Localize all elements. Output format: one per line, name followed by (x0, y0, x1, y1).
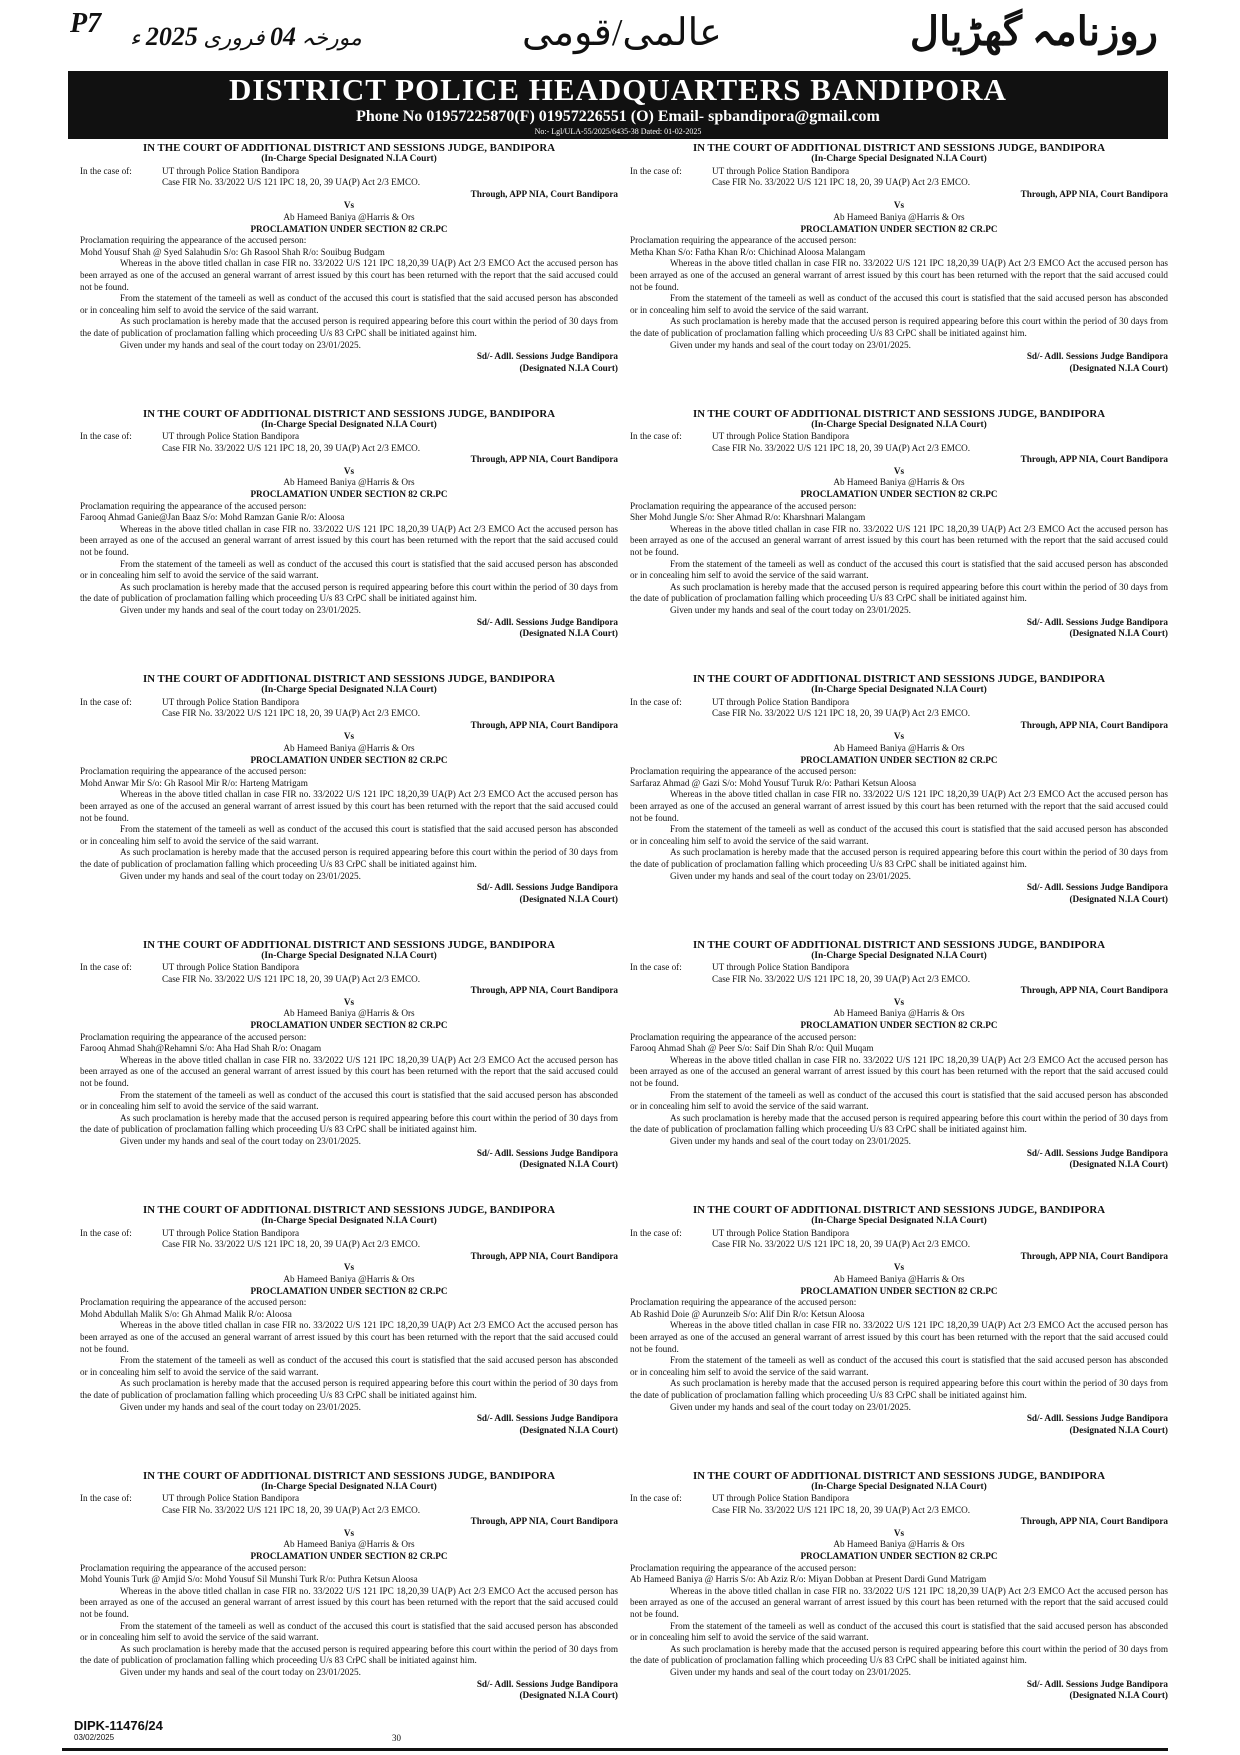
signature-designation: (Designated N.I.A Court) (1069, 628, 1168, 639)
through-line: Through, APP NIA, Court Bandipora (470, 1516, 618, 1527)
court-subtitle: (In-Charge Special Designated N.I.A Court) (811, 685, 987, 695)
statement-paragraph: From the statement of the tameeli as well as conduct of the accused this court is statisfied that the said accused person has absconded or in concealing him self to avoid the service of the said warrant. (80, 1620, 618, 1643)
signature-line: Sd/- Adll. Sessions Judge Bandipora (476, 882, 618, 893)
case-fir: Case FIR No. 33/2022 U/S 121 IPC 18, 20, 39 UA(P) Act 2/3 EMCO. (712, 1504, 971, 1515)
whereas-paragraph: Whereas in the above titled challan in case FIR no. 33/2022 U/S 121 IPC 18,20,39 UA(P) Act 2/3 EMCO Act the accused person has been arrayed as one of the accused an general warrant of arrest issued by this court has been returned with the report that the said accused could not be found. (80, 258, 618, 292)
versus: Vs (893, 465, 905, 476)
versus: Vs (893, 731, 905, 742)
court-title: IN THE COURT OF ADDITIONAL DISTRICT AND SESSIONS JUDGE, BANDIPORA (143, 142, 555, 154)
signature-designation: (Designated N.I.A Court) (519, 1159, 618, 1170)
through-line: Through, APP NIA, Court Bandipora (1020, 719, 1168, 730)
given-line: Given under my hands and seal of the court today on 23/01/2025. (670, 339, 911, 350)
banner-contact: Phone No 01957225870(F) 01957226551 (O) Email- spbandipora@gmail.com (356, 108, 880, 125)
given-line: Given under my hands and seal of the court today on 23/01/2025. (670, 605, 911, 615)
signature-line: Sd/- Adll. Sessions Judge Bandipora (476, 351, 618, 362)
proclamation-title: PROCLAMATION UNDER SECTION 82 CR.PC (250, 223, 448, 234)
proclamation-title: PROCLAMATION UNDER SECTION 82 CR.PC (250, 754, 448, 765)
case-fir: Case FIR No. 33/2022 U/S 121 IPC 18, 20, 39 UA(P) Act 2/3 EMCO. (162, 1239, 421, 1250)
case-fir: Case FIR No. 33/2022 U/S 121 IPC 18, 20, 39 UA(P) Act 2/3 EMCO. (162, 442, 421, 453)
court-subtitle: (In-Charge Special Designated N.I.A Court) (261, 685, 437, 695)
statement-paragraph: From the statement of the tameeli as well as conduct of the accused this court is statisfied that the said accused person has absconded or in concealing him self to avoid the service of the said warrant. (80, 558, 618, 581)
signature-line: Sd/- Adll. Sessions Judge Bandipora (476, 616, 618, 627)
case-party: UT through Police Station Bandipora (162, 431, 300, 442)
court-subtitle: (In-Charge Special Designated N.I.A Court) (811, 950, 987, 961)
proclamation-intro: Proclamation requiring the appearance of the accused person: (80, 500, 307, 511)
respondent: Ab Hameed Baniya @Harris & Ors (283, 1008, 415, 1019)
proclamation-notice (630, 1204, 1168, 1470)
page-number: P7 (70, 8, 102, 39)
whereas-paragraph: Whereas in the above titled challan in case FIR no. 33/2022 U/S 121 IPC 18,20,39 UA(P) Act 2/3 EMCO Act the accused person has been arrayed as one of the accused an general warrant of arrest issued by this court has been returned with the report that the said accused could not be found. (80, 523, 618, 558)
versus: Vs (343, 465, 355, 476)
date-suffix: ء (130, 25, 141, 50)
given-line: Given under my hands and seal of the court today on 23/01/2025. (670, 1401, 911, 1412)
proclamation-paragraph: As such proclamation is hereby made that the accused person is required appearing before this court within the period of 30 days from the date of publication of proclamation falling which proceeding U/s 83 CrPC shall be initiated against him. (630, 1378, 1168, 1400)
accused-person: Farooq Ahmad Shah@Rehamni S/o: Aha Had Shah R/o: Onagam (80, 1043, 322, 1054)
proclamation-intro: Proclamation requiring the appearance of the accused person: (630, 1562, 857, 1573)
court-title: IN THE COURT OF ADDITIONAL DISTRICT AND SESSIONS JUDGE, BANDIPORA (143, 1469, 555, 1482)
through-line: Through, APP NIA, Court Bandipora (470, 1250, 618, 1261)
versus: Vs (343, 200, 355, 211)
proclamation-intro: Proclamation requiring the appearance of the accused person: (80, 235, 307, 246)
case-row (80, 1228, 618, 1240)
whereas-paragraph: Whereas in the above titled challan in case FIR no. 33/2022 U/S 121 IPC 18,20,39 UA(P) Act 2/3 EMCO Act the accused person has been arrayed as one of the accused an general warrant of arrest issued by this court has been returned with the report that the said accused could not be found. (630, 523, 1168, 558)
court-subtitle: (In-Charge Special Designated N.I.A Court) (261, 950, 437, 961)
whereas-paragraph: Whereas in the above titled challan in case FIR no. 33/2022 U/S 121 IPC 18,20,39 UA(P) Act 2/3 EMCO Act the accused person has been arrayed as one of the accused an general warrant of arrest issued by this court has been returned with the report that the said accused could not be found. (80, 1320, 618, 1354)
case-party: UT through Police Station Bandipora (162, 962, 300, 973)
date-year: 2025 (145, 22, 198, 51)
case-row (80, 962, 618, 974)
banner-ref-no: No:- Lgl/ULA-55/2025/6435-38 Dated: 01-02-2025 (534, 127, 702, 136)
proclamation-paragraph: As such proclamation is hereby made that the accused person is required appearing before this court within the period of 30 days from the date of publication of proclamation falling which proceeding U/s 83 CrPC shall be initiated against him. (80, 1378, 618, 1400)
issue-date (130, 22, 362, 52)
accused-person: Metha Khan S/o: Fatha Khan R/o: Chichinad Aloosa Malangam (630, 246, 866, 257)
case-party: UT through Police Station Bandipora (712, 165, 850, 176)
respondent: Ab Hameed Baniya @Harris & Ors (833, 1273, 965, 1284)
proclamation-notice (80, 408, 618, 674)
proclamation-notice (630, 1470, 1168, 1736)
through-line: Through, APP NIA, Court Bandipora (1020, 188, 1168, 199)
case-row (80, 697, 618, 709)
signature-designation: (Designated N.I.A Court) (519, 1690, 618, 1701)
proclamation-title: PROCLAMATION UNDER SECTION 82 CR.PC (800, 489, 998, 500)
case-party: UT through Police Station Bandipora (162, 696, 300, 707)
case-label: In the case of: (630, 696, 682, 707)
case-label: In the case of: (80, 962, 132, 973)
case-label: In the case of: (630, 1493, 682, 1504)
court-subtitle: (In-Charge Special Designated N.I.A Court) (261, 1481, 437, 1492)
signature-designation: (Designated N.I.A Court) (1069, 1159, 1168, 1170)
court-title: IN THE COURT OF ADDITIONAL DISTRICT AND SESSIONS JUDGE, BANDIPORA (143, 407, 555, 420)
police-banner (68, 71, 1168, 139)
proclamation-intro: Proclamation requiring the appearance of the accused person: (630, 766, 857, 777)
signature-designation: (Designated N.I.A Court) (1069, 893, 1168, 904)
case-fir: Case FIR No. 33/2022 U/S 121 IPC 18, 20, 39 UA(P) Act 2/3 EMCO. (162, 708, 421, 719)
banner-title: DISTRICT POLICE HEADQUARTERS BANDIPORA (229, 72, 1007, 107)
case-label: In the case of: (80, 431, 132, 442)
statement-paragraph: From the statement of the tameeli as well as conduct of the accused this court is statisfied that the said accused person has absconded or in concealing him self to avoid the service of the said warrant. (80, 1355, 618, 1377)
given-line: Given under my hands and seal of the court today on 23/01/2025. (670, 1667, 911, 1677)
accused-person: Mohd Yousuf Shah @ Syed Salahudin S/o: Gh Rasool Shah R/o: Souibug Budgam (80, 246, 385, 257)
given-line: Given under my hands and seal of the court today on 23/01/2025. (120, 870, 361, 881)
case-party: UT through Police Station Bandipora (162, 165, 300, 176)
date-day: 04 (269, 22, 296, 51)
court-subtitle: (In-Charge Special Designated N.I.A Court) (261, 154, 437, 164)
proclamation-intro: Proclamation requiring the appearance of the accused person: (80, 1031, 307, 1042)
court-subtitle: (In-Charge Special Designated N.I.A Court) (811, 154, 987, 164)
date-prefix: مورخہ (301, 25, 362, 50)
case-label: In the case of: (80, 696, 132, 707)
signature-designation: (Designated N.I.A Court) (519, 893, 618, 904)
case-label: In the case of: (80, 1227, 132, 1238)
statement-paragraph: From the statement of the tameeli as well as conduct of the accused this court is statisfied that the said accused person has absconded or in concealing him self to avoid the service of the said warrant. (630, 293, 1168, 315)
respondent: Ab Hameed Baniya @Harris & Ors (833, 477, 965, 488)
through-line: Through, APP NIA, Court Bandipora (470, 454, 618, 465)
court-title: IN THE COURT OF ADDITIONAL DISTRICT AND SESSIONS JUDGE, BANDIPORA (143, 673, 555, 685)
statement-paragraph: From the statement of the tameeli as well as conduct of the accused this court is statisfied that the said accused person has absconded or in concealing him self to avoid the service of the said warrant. (630, 1355, 1168, 1377)
versus: Vs (893, 1262, 905, 1273)
case-row (80, 166, 618, 178)
proclamation-intro: Proclamation requiring the appearance of the accused person: (80, 1562, 307, 1573)
case-fir: Case FIR No. 33/2022 U/S 121 IPC 18, 20, 39 UA(P) Act 2/3 EMCO. (162, 1504, 421, 1515)
case-fir: Case FIR No. 33/2022 U/S 121 IPC 18, 20, 39 UA(P) Act 2/3 EMCO. (162, 177, 421, 188)
statement-paragraph: From the statement of the tameeli as well as conduct of the accused this court is statisfied that the said accused person has absconded or in concealing him self to avoid the service of the said warrant. (630, 1620, 1168, 1643)
through-line: Through, APP NIA, Court Bandipora (1020, 985, 1168, 996)
versus: Vs (893, 996, 905, 1007)
versus: Vs (893, 200, 905, 211)
proclamation-intro: Proclamation requiring the appearance of the accused person: (630, 235, 857, 246)
signature-line: Sd/- Adll. Sessions Judge Bandipora (1026, 1678, 1168, 1689)
ad-date: 03/02/2025 (74, 1733, 115, 1742)
section-title: عالمی/قومی (522, 12, 722, 54)
case-party: UT through Police Station Bandipora (162, 1227, 300, 1238)
proclamation-intro: Proclamation requiring the appearance of the accused person: (630, 1031, 857, 1042)
respondent: Ab Hameed Baniya @Harris & Ors (833, 1008, 965, 1019)
respondent: Ab Hameed Baniya @Harris & Ors (283, 211, 415, 222)
proclamation-paragraph: As such proclamation is hereby made that the accused person is required appearing before this court within the period of 30 days from the date of publication of proclamation falling which proceeding U/s 83 CrPC shall be initiated against him. (630, 1112, 1168, 1135)
proclamation-title: PROCLAMATION UNDER SECTION 82 CR.PC (250, 1551, 448, 1562)
whereas-paragraph: Whereas in the above titled challan in case FIR no. 33/2022 U/S 121 IPC 18,20,39 UA(P) Act 2/3 EMCO Act the accused person has been arrayed as one of the accused an general warrant of arrest issued by this court has been returned with the report that the said accused could not be found. (630, 258, 1168, 292)
case-label: In the case of: (630, 1227, 682, 1238)
statement-paragraph: From the statement of the tameeli as well as conduct of the accused this court is statisfied that the said accused person has absconded or in concealing him self to avoid the service of the said warrant. (630, 1089, 1168, 1112)
accused-person: Sher Mohd Jungle S/o: Sher Ahmad R/o: Kharshnari Malangam (630, 512, 866, 523)
proclamation-notice (630, 939, 1168, 1205)
proclamation-title: PROCLAMATION UNDER SECTION 82 CR.PC (800, 754, 998, 765)
proclamation-paragraph: As such proclamation is hereby made that the accused person is required appearing before this court within the period of 30 days from the date of publication of proclamation falling which proceeding U/s 83 CrPC shall be initiated against him. (80, 1112, 618, 1135)
accused-person: Farooq Ahmad Ganie@Jan Baaz S/o: Mohd Ramzan Ganie R/o: Aloosa (80, 512, 345, 523)
proclamation-title: PROCLAMATION UNDER SECTION 82 CR.PC (250, 1285, 448, 1296)
proclamation-paragraph: As such proclamation is hereby made that the accused person is required appearing before this court within the period of 30 days from the date of publication of proclamation falling which proceeding U/s 83 CrPC shall be initiated against him. (630, 581, 1168, 604)
through-line: Through, APP NIA, Court Bandipora (1020, 1250, 1168, 1261)
statement-paragraph: From the statement of the tameeli as well as conduct of the accused this court is statisfied that the said accused person has absconded or in concealing him self to avoid the service of the said warrant. (80, 1089, 618, 1112)
given-line: Given under my hands and seal of the court today on 23/01/2025. (120, 1136, 361, 1146)
signature-line: Sd/- Adll. Sessions Judge Bandipora (1026, 351, 1168, 362)
through-line: Through, APP NIA, Court Bandipora (470, 985, 618, 996)
respondent: Ab Hameed Baniya @Harris & Ors (833, 742, 965, 753)
through-line: Through, APP NIA, Court Bandipora (1020, 454, 1168, 465)
court-title: IN THE COURT OF ADDITIONAL DISTRICT AND SESSIONS JUDGE, BANDIPORA (693, 407, 1105, 420)
case-fir: Case FIR No. 33/2022 U/S 121 IPC 18, 20, 39 UA(P) Act 2/3 EMCO. (712, 442, 971, 453)
signature-line: Sd/- Adll. Sessions Judge Bandipora (476, 1413, 618, 1424)
court-subtitle: (In-Charge Special Designated N.I.A Court) (261, 1216, 437, 1226)
case-row (80, 1493, 618, 1505)
whereas-paragraph: Whereas in the above titled challan in case FIR no. 33/2022 U/S 121 IPC 18,20,39 UA(P) Act 2/3 EMCO Act the accused person has been arrayed as one of the accused an general warrant of arrest issued by this court has been returned with the report that the said accused could not be found. (80, 789, 618, 823)
accused-person: Mohd Abdullah Malik S/o: Gh Ahmad Malik R/o: Aloosa (80, 1308, 292, 1319)
proclamation-notice (80, 1204, 618, 1470)
proclamation-paragraph: As such proclamation is hereby made that the accused person is required appearing before this court within the period of 30 days from the date of publication of proclamation falling which proceeding U/s 83 CrPC shall be initiated against him. (630, 316, 1168, 338)
proclamation-intro: Proclamation requiring the appearance of the accused person: (630, 1297, 857, 1308)
given-line: Given under my hands and seal of the court today on 23/01/2025. (120, 339, 361, 350)
proclamation-paragraph: As such proclamation is hereby made that the accused person is required appearing before this court within the period of 30 days from the date of publication of proclamation falling which proceeding U/s 83 CrPC shall be initiated against him. (80, 847, 618, 869)
case-row (80, 431, 618, 443)
case-row (630, 431, 1168, 443)
ad-code: DIPK-11476/24 (74, 1718, 163, 1733)
respondent: Ab Hameed Baniya @Harris & Ors (283, 1273, 415, 1284)
respondent: Ab Hameed Baniya @Harris & Ors (283, 1539, 415, 1550)
court-title: IN THE COURT OF ADDITIONAL DISTRICT AND SESSIONS JUDGE, BANDIPORA (693, 938, 1105, 951)
case-row (630, 1493, 1168, 1505)
court-title: IN THE COURT OF ADDITIONAL DISTRICT AND SESSIONS JUDGE, BANDIPORA (693, 1204, 1105, 1216)
signature-designation: (Designated N.I.A Court) (1069, 362, 1168, 373)
whereas-paragraph: Whereas in the above titled challan in case FIR no. 33/2022 U/S 121 IPC 18,20,39 UA(P) Act 2/3 EMCO Act the accused person has been arrayed as one of the accused an general warrant of arrest issued by this court has been returned with the report that the said accused could not be found. (630, 1585, 1168, 1620)
signature-line: Sd/- Adll. Sessions Judge Bandipora (476, 1147, 618, 1158)
court-title: IN THE COURT OF ADDITIONAL DISTRICT AND SESSIONS JUDGE, BANDIPORA (693, 673, 1105, 685)
court-subtitle: (In-Charge Special Designated N.I.A Court) (261, 419, 437, 430)
signature-line: Sd/- Adll. Sessions Judge Bandipora (476, 1678, 618, 1689)
case-fir: Case FIR No. 33/2022 U/S 121 IPC 18, 20, 39 UA(P) Act 2/3 EMCO. (162, 973, 421, 984)
signature-line: Sd/- Adll. Sessions Judge Bandipora (1026, 1413, 1168, 1424)
proclamation-notice (630, 673, 1168, 939)
through-line: Through, APP NIA, Court Bandipora (470, 719, 618, 730)
proclamation-notice (80, 1470, 618, 1736)
case-party: UT through Police Station Bandipora (712, 431, 850, 442)
whereas-paragraph: Whereas in the above titled challan in case FIR no. 33/2022 U/S 121 IPC 18,20,39 UA(P) Act 2/3 EMCO Act the accused person has been arrayed as one of the accused an general warrant of arrest issued by this court has been returned with the report that the said accused could not be found. (80, 1054, 618, 1089)
respondent: Ab Hameed Baniya @Harris & Ors (833, 211, 965, 222)
accused-person: Mohd Anwar Mir S/o: Gh Rasool Mir R/o: Harteng Matrigam (80, 777, 308, 788)
accused-person: Ab Rashid Doie @ Aurunzeib S/o: Alif Din R/o: Ketsun Aloosa (630, 1308, 865, 1319)
proclamation-intro: Proclamation requiring the appearance of the accused person: (80, 1297, 307, 1308)
proclamation-notice (630, 142, 1168, 408)
case-party: UT through Police Station Bandipora (712, 1227, 850, 1238)
proclamation-title: PROCLAMATION UNDER SECTION 82 CR.PC (800, 223, 998, 234)
proclamation-title: PROCLAMATION UNDER SECTION 82 CR.PC (800, 1020, 998, 1031)
court-title: IN THE COURT OF ADDITIONAL DISTRICT AND SESSIONS JUDGE, BANDIPORA (693, 1469, 1105, 1482)
whereas-paragraph: Whereas in the above titled challan in case FIR no. 33/2022 U/S 121 IPC 18,20,39 UA(P) Act 2/3 EMCO Act the accused person has been arrayed as one of the accused an general warrant of arrest issued by this court has been returned with the report that the said accused could not be found. (630, 1054, 1168, 1089)
statement-paragraph: From the statement of the tameeli as well as conduct of the accused this court is statisfied that the said accused person has absconded or in concealing him self to avoid the service of the said warrant. (80, 824, 618, 846)
given-line: Given under my hands and seal of the court today on 23/01/2025. (670, 1136, 911, 1146)
signature-line: Sd/- Adll. Sessions Judge Bandipora (1026, 616, 1168, 627)
signature-designation: (Designated N.I.A Court) (1069, 1424, 1168, 1435)
newspaper-header (62, 0, 1168, 66)
case-row (630, 166, 1168, 178)
versus: Vs (893, 1527, 905, 1538)
statement-paragraph: From the statement of the tameeli as well as conduct of the accused this court is statisfied that the said accused person has absconded or in concealing him self to avoid the service of the said warrant. (630, 558, 1168, 581)
court-title: IN THE COURT OF ADDITIONAL DISTRICT AND SESSIONS JUDGE, BANDIPORA (143, 938, 555, 951)
signature-designation: (Designated N.I.A Court) (519, 362, 618, 373)
newspaper-masthead: روزنامہ گھڑیال (909, 9, 1158, 54)
whereas-paragraph: Whereas in the above titled challan in case FIR no. 33/2022 U/S 121 IPC 18,20,39 UA(P) Act 2/3 EMCO Act the accused person has been arrayed as one of the accused an general warrant of arrest issued by this court has been returned with the report that the said accused could not be found. (630, 1320, 1168, 1354)
accused-person: Farooq Ahmad Shah @ Peer S/o: Saif Din Shah R/o: Quil Muqam (630, 1043, 874, 1054)
proclamation-paragraph: As such proclamation is hereby made that the accused person is required appearing before this court within the period of 30 days from the date of publication of proclamation falling which proceeding U/s 83 CrPC shall be initiated against him. (630, 847, 1168, 869)
statement-paragraph: From the statement of the tameeli as well as conduct of the accused this court is statisfied that the said accused person has absconded or in concealing him self to avoid the service of the said warrant. (80, 293, 618, 315)
signature-designation: (Designated N.I.A Court) (519, 628, 618, 639)
case-fir: Case FIR No. 33/2022 U/S 121 IPC 18, 20, 39 UA(P) Act 2/3 EMCO. (712, 1239, 971, 1250)
signature-line: Sd/- Adll. Sessions Judge Bandipora (1026, 1147, 1168, 1158)
versus: Vs (343, 731, 355, 742)
given-line: Given under my hands and seal of the court today on 23/01/2025. (120, 1667, 361, 1677)
proclamation-title: PROCLAMATION UNDER SECTION 82 CR.PC (250, 489, 448, 500)
accused-person: Sarfaraz Ahmad @ Gazi S/o: Mohd Yousuf Turuk R/o: Pathari Ketsun Aloosa (630, 777, 917, 788)
signature-line: Sd/- Adll. Sessions Judge Bandipora (1026, 882, 1168, 893)
respondent: Ab Hameed Baniya @Harris & Ors (833, 1539, 965, 1550)
case-fir: Case FIR No. 33/2022 U/S 121 IPC 18, 20, 39 UA(P) Act 2/3 EMCO. (712, 973, 971, 984)
court-subtitle: (In-Charge Special Designated N.I.A Court) (811, 1216, 987, 1226)
respondent: Ab Hameed Baniya @Harris & Ors (283, 742, 415, 753)
proclamation-paragraph: As such proclamation is hereby made that the accused person is required appearing before this court within the period of 30 days from the date of publication of proclamation falling which proceeding U/s 83 CrPC shall be initiated against him. (630, 1643, 1168, 1666)
court-subtitle: (In-Charge Special Designated N.I.A Court) (811, 1481, 987, 1492)
proclamation-intro: Proclamation requiring the appearance of the accused person: (630, 500, 857, 511)
statement-paragraph: From the statement of the tameeli as well as conduct of the accused this court is statisfied that the said accused person has absconded or in concealing him self to avoid the service of the said warrant. (630, 824, 1168, 846)
court-subtitle: (In-Charge Special Designated N.I.A Court) (811, 419, 987, 430)
case-party: UT through Police Station Bandipora (162, 1493, 300, 1504)
proclamation-title: PROCLAMATION UNDER SECTION 82 CR.PC (250, 1020, 448, 1031)
signature-designation: (Designated N.I.A Court) (519, 1424, 618, 1435)
accused-person: Ab Hameed Baniya @ Harris S/o: Ab Aziz R/o: Miyan Dobban at Present Dardi Gund Matrigam (630, 1574, 987, 1585)
proclamation-paragraph: As such proclamation is hereby made that the accused person is required appearing before this court within the period of 30 days from the date of publication of proclamation falling which proceeding U/s 83 CrPC shall be initiated against him. (80, 1643, 618, 1666)
date-month: فروری (203, 25, 265, 50)
case-row (630, 1228, 1168, 1240)
bottom-rule (62, 1748, 1168, 1751)
case-party: UT through Police Station Bandipora (712, 962, 850, 973)
proclamation-paragraph: As such proclamation is hereby made that the accused person is required appearing before this court within the period of 30 days from the date of publication of proclamation falling which proceeding U/s 83 CrPC shall be initiated against him. (80, 316, 618, 338)
case-label: In the case of: (630, 431, 682, 442)
case-party: UT through Police Station Bandipora (712, 1493, 850, 1504)
through-line: Through, APP NIA, Court Bandipora (1020, 1516, 1168, 1527)
proclamation-title: PROCLAMATION UNDER SECTION 82 CR.PC (800, 1551, 998, 1562)
proclamation-notice (630, 408, 1168, 674)
case-label: In the case of: (630, 962, 682, 973)
proclamation-notice (80, 939, 618, 1205)
case-fir: Case FIR No. 33/2022 U/S 121 IPC 18, 20, 39 UA(P) Act 2/3 EMCO. (712, 708, 971, 719)
given-line: Given under my hands and seal of the court today on 23/01/2025. (120, 1401, 361, 1412)
proclamation-paragraph: As such proclamation is hereby made that the accused person is required appearing before this court within the period of 30 days from the date of publication of proclamation falling which proceeding U/s 83 CrPC shall be initiated against him. (80, 581, 618, 604)
proclamation-notice (80, 142, 618, 408)
given-line: Given under my hands and seal of the court today on 23/01/2025. (670, 870, 911, 881)
right-column (630, 142, 1168, 1735)
respondent: Ab Hameed Baniya @Harris & Ors (283, 477, 415, 488)
whereas-paragraph: Whereas in the above titled challan in case FIR no. 33/2022 U/S 121 IPC 18,20,39 UA(P) Act 2/3 EMCO Act the accused person has been arrayed as one of the accused an general warrant of arrest issued by this court has been returned with the report that the said accused could not be found. (80, 1585, 618, 1620)
proclamation-intro: Proclamation requiring the appearance of the accused person: (80, 766, 307, 777)
signature-designation: (Designated N.I.A Court) (1069, 1690, 1168, 1701)
case-label: In the case of: (80, 1493, 132, 1504)
court-title: IN THE COURT OF ADDITIONAL DISTRICT AND SESSIONS JUDGE, BANDIPORA (143, 1204, 555, 1216)
court-title: IN THE COURT OF ADDITIONAL DISTRICT AND SESSIONS JUDGE, BANDIPORA (693, 142, 1105, 154)
case-party: UT through Police Station Bandipora (712, 696, 850, 707)
case-row (630, 697, 1168, 709)
whereas-paragraph: Whereas in the above titled challan in case FIR no. 33/2022 U/S 121 IPC 18,20,39 UA(P) Act 2/3 EMCO Act the accused person has been arrayed as one of the accused an general warrant of arrest issued by this court has been returned with the report that the said accused could not be found. (630, 789, 1168, 823)
case-fir: Case FIR No. 33/2022 U/S 121 IPC 18, 20, 39 UA(P) Act 2/3 EMCO. (712, 177, 971, 188)
case-row (630, 962, 1168, 974)
proclamation-notice (80, 673, 618, 939)
versus: Vs (343, 996, 355, 1007)
accused-person: Mohd Younis Turk @ Amjid S/o: Mohd Yousuf Sil Munshi Turk R/o: Puthra Ketsun Aloosa (80, 1574, 418, 1585)
left-column (80, 142, 618, 1735)
versus: Vs (343, 1262, 355, 1273)
case-label: In the case of: (80, 165, 132, 176)
case-label: In the case of: (630, 165, 682, 176)
given-line: Given under my hands and seal of the court today on 23/01/2025. (120, 605, 361, 615)
through-line: Through, APP NIA, Court Bandipora (470, 188, 618, 199)
footer-page-number: 30 (392, 1733, 401, 1743)
proclamation-title: PROCLAMATION UNDER SECTION 82 CR.PC (800, 1285, 998, 1296)
versus: Vs (343, 1527, 355, 1538)
